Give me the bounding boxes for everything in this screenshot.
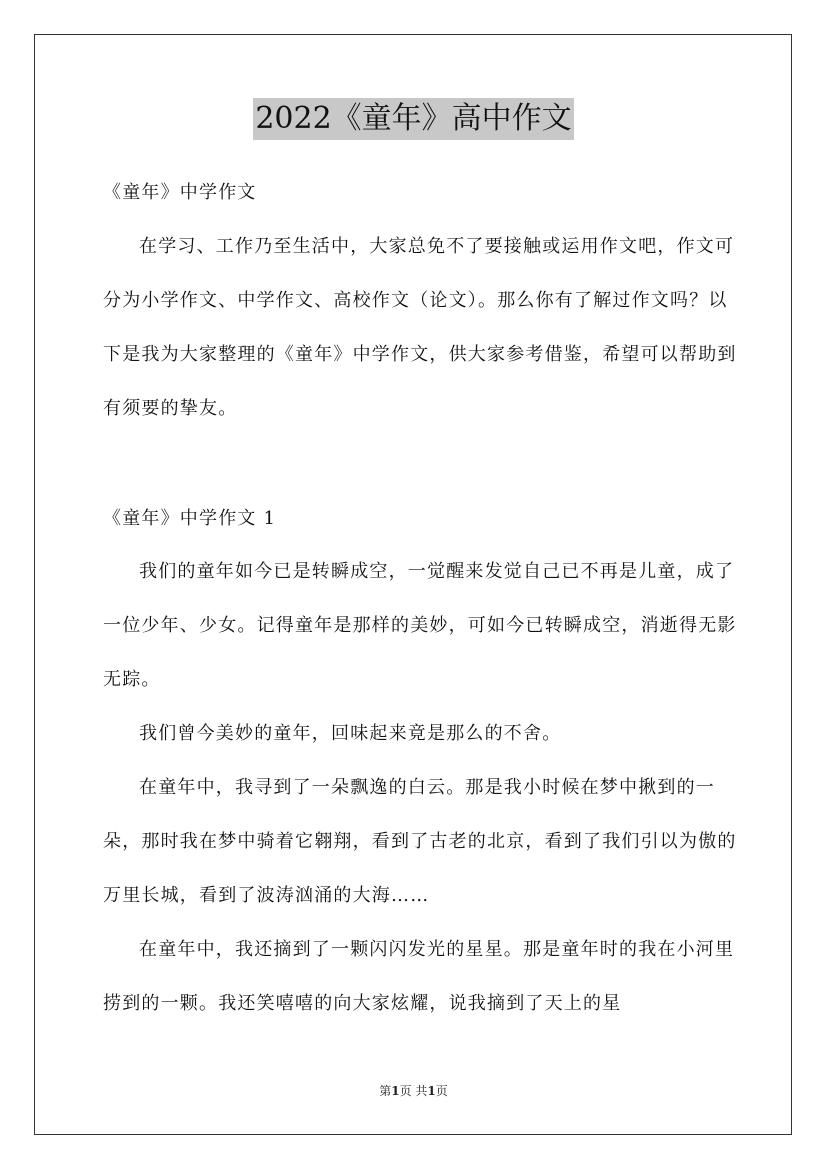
- page-footer: [0, 1082, 827, 1099]
- footer-page-total: 1: [427, 1084, 436, 1098]
- document-title: 2022《童年》高中作文: [253, 98, 573, 140]
- body-paragraph-3: 在童年中，我寻到了一朵飘逸的白云。那是我小时候在梦中揪到的一朵，那时我在梦中骑着它翱翔，看到了古老的北京，看到了我们引以为傲的万里长城，看到了波涛汹涌的大海……: [103, 777, 737, 906]
- footer-mid: 页 共: [399, 1084, 428, 1098]
- footer-page-current: 1: [391, 1084, 400, 1098]
- body-paragraph-2: 我们曾今美妙的童年，回味起来竟是那么的不舍。: [139, 723, 562, 744]
- section-heading: 《童年》中学作文 1: [103, 508, 277, 529]
- footer-suffix: 页: [435, 1084, 448, 1098]
- intro-paragraph: 在学习、工作乃至生活中，大家总免不了要接触或运用作文吧，作文可分为小学作文、中学作文、高校作文（论文）。那么你有了解过作文吗？以下是我为大家整理的《童年》中学作文，供大家参考借鉴，希望可以帮助到有须要的挚友。: [103, 236, 737, 419]
- body-paragraph-1: 我们的童年如今已是转瞬成空，一觉醒来发觉自己已不再是儿童，成了一位少年、少女。记得童年是那样的美妙，可如今已转瞬成空，消逝得无影无踪。: [103, 561, 737, 690]
- intro-heading: 《童年》中学作文: [103, 182, 257, 203]
- body-paragraph-4: 在童年中，我还摘到了一颗闪闪发光的星星。那是童年时的我在小河里捞到的一颗。我还笑嘻嘻的向大家炫耀，说我摘到了天上的星: [103, 939, 735, 1014]
- title-container: [0, 98, 827, 140]
- body-block: [103, 545, 743, 1031]
- footer-prefix: 第: [379, 1084, 392, 1098]
- intro-block: [103, 220, 743, 436]
